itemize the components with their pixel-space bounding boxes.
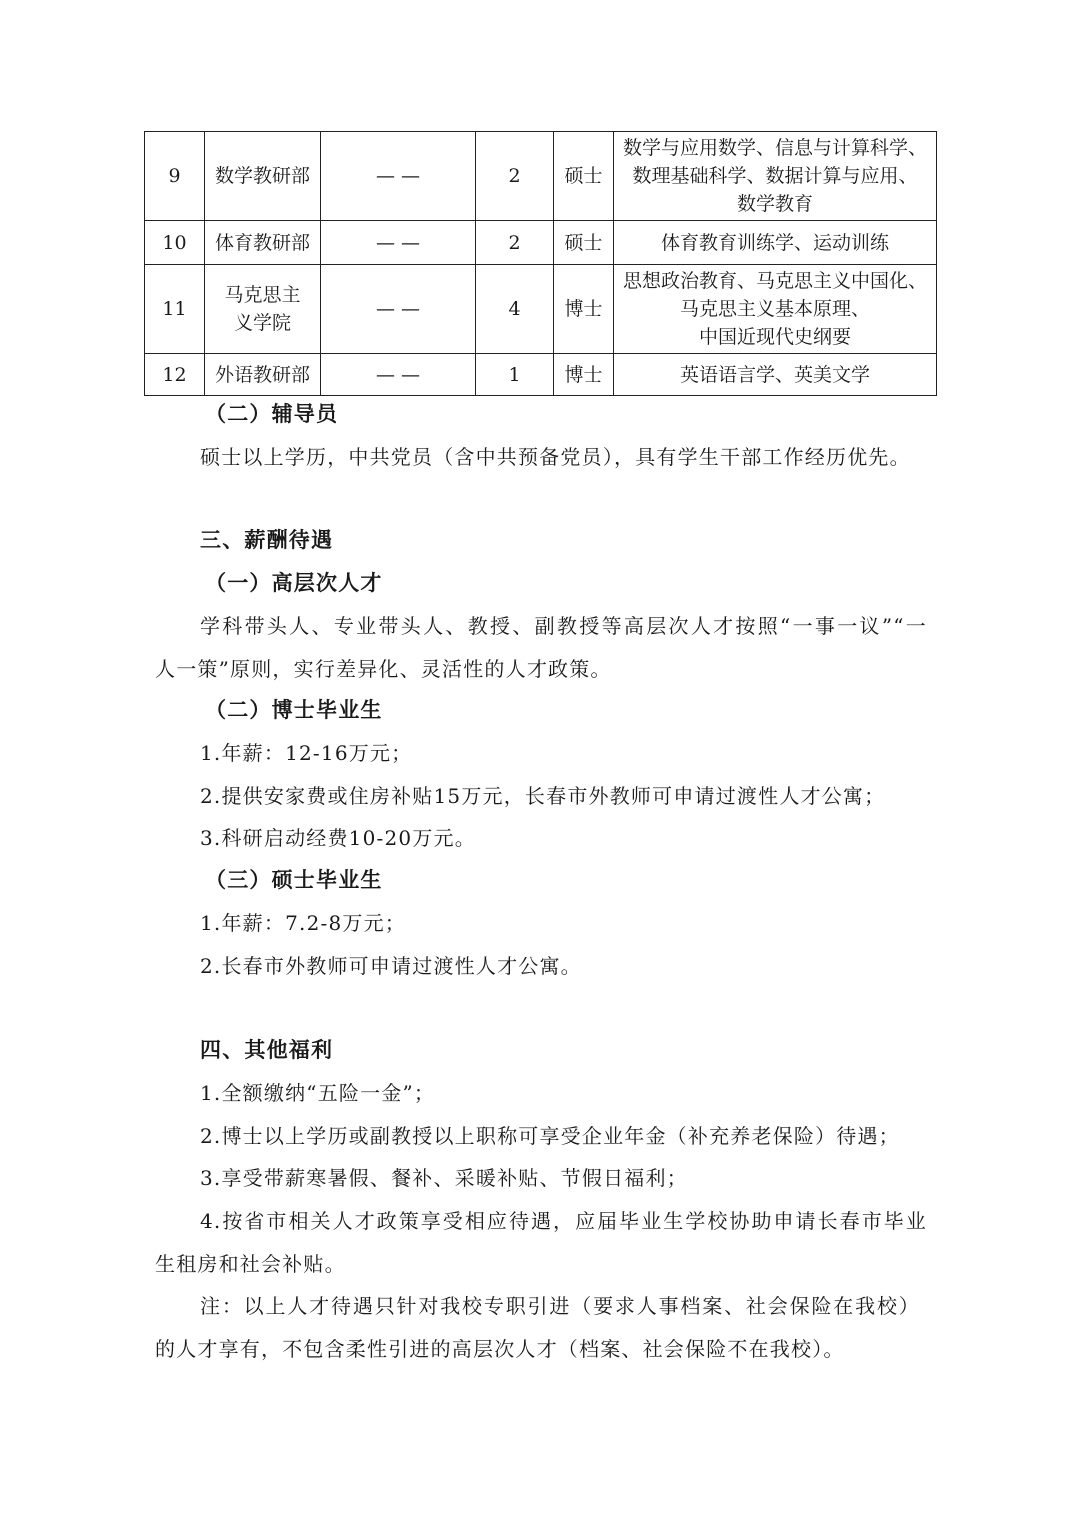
benefit-item: 2.博士以上学历或副教授以上职称可享受企业年金（补充养老保险）待遇； [200,1124,900,1148]
position-title: — — [321,132,476,221]
degree: 博士 [554,354,614,396]
benefit-item4-line2: 生租房和社会补贴。 [155,1252,346,1276]
degree: 硕士 [554,221,614,265]
majors [614,221,937,265]
major-line: 中国近现代史纲要 [698,326,851,348]
note-line2: 的人才享有，不包含柔性引进的高层次人才（档案、社会保险不在我校）。 [155,1337,845,1361]
majors [614,354,937,396]
headcount: 2 [476,221,554,265]
major-line: 数学与应用数学、信息与计算科学、 [622,137,927,159]
majors [614,132,937,221]
table-row [145,132,937,221]
major-line: 思想政治教育、马克思主义中国化、 [622,270,927,292]
major-line: 数学教育 [736,193,813,215]
headcount: 1 [476,354,554,396]
note-line1: 注：以上人才待遇只针对我校专职引进（要求人事档案、社会保险在我校） [200,1294,920,1318]
major-line: 体育教育训练学、运动训练 [660,231,889,254]
counselor-heading: （二）辅导员 [205,401,339,426]
headcount: 2 [476,132,554,221]
salary-heading: 三、薪酬待遇 [200,527,334,552]
majors [614,265,937,354]
recruitment-table [144,131,937,396]
row-number: 9 [145,132,205,221]
row-number: 11 [145,265,205,354]
department: 外语教研部 [205,354,321,396]
position-title: — — [321,221,476,265]
department: 马克思主义学院 [205,265,321,354]
master-item: 1.年薪：7.2-8万元； [200,911,406,935]
degree: 硕士 [554,132,614,221]
phd-item: 3.科研启动经费10-20万元。 [200,826,476,850]
major-line: 数理基础科学、数据计算与应用、 [632,165,918,187]
department: 体育教研部 [205,221,321,265]
high-level-text-line1: 学科带头人、专业带头人、教授、副教授等高层次人才按照“一事一议”“一 [200,614,927,638]
table-row [145,354,937,396]
table-row [145,265,937,354]
major-line: 马克思主义基本原理、 [679,298,870,320]
high-level-heading: （一）高层次人才 [205,570,383,595]
department: 数学教研部 [205,132,321,221]
benefit-item: 3.享受带薪寒暑假、餐补、采暖补贴、节假日福利； [200,1166,688,1190]
table-row [145,221,937,265]
benefit-item4-line1: 4.按省市相关人才政策享受相应待遇，应届毕业生学校协助申请长春市毕业 [200,1209,927,1233]
counselor-text: 硕士以上学历，中共党员（含中共预备党员），具有学生干部工作经历优先。 [200,445,911,469]
degree: 博士 [554,265,614,354]
master-heading: （三）硕士毕业生 [205,867,383,892]
phd-item: 2.提供安家费或住房补贴15万元，长春市外教师可申请过渡性人才公寓； [200,784,886,808]
benefits-heading: 四、其他福利 [200,1037,334,1062]
high-level-text-line2: 人一策”原则，实行差异化、灵活性的人才政策。 [155,657,612,681]
master-item: 2.长春市外教师可申请过渡性人才公寓。 [200,954,582,978]
phd-item: 1.年薪：12-16万元； [200,741,413,765]
benefit-item: 1.全额缴纳“五险一金”； [200,1081,436,1105]
row-number: 10 [145,221,205,265]
major-line: 英语语言学、英美文学 [679,363,870,386]
headcount: 4 [476,265,554,354]
position-title: — — [321,354,476,396]
phd-heading: （二）博士毕业生 [205,697,383,722]
position-title: — — [321,265,476,354]
row-number: 12 [145,354,205,396]
